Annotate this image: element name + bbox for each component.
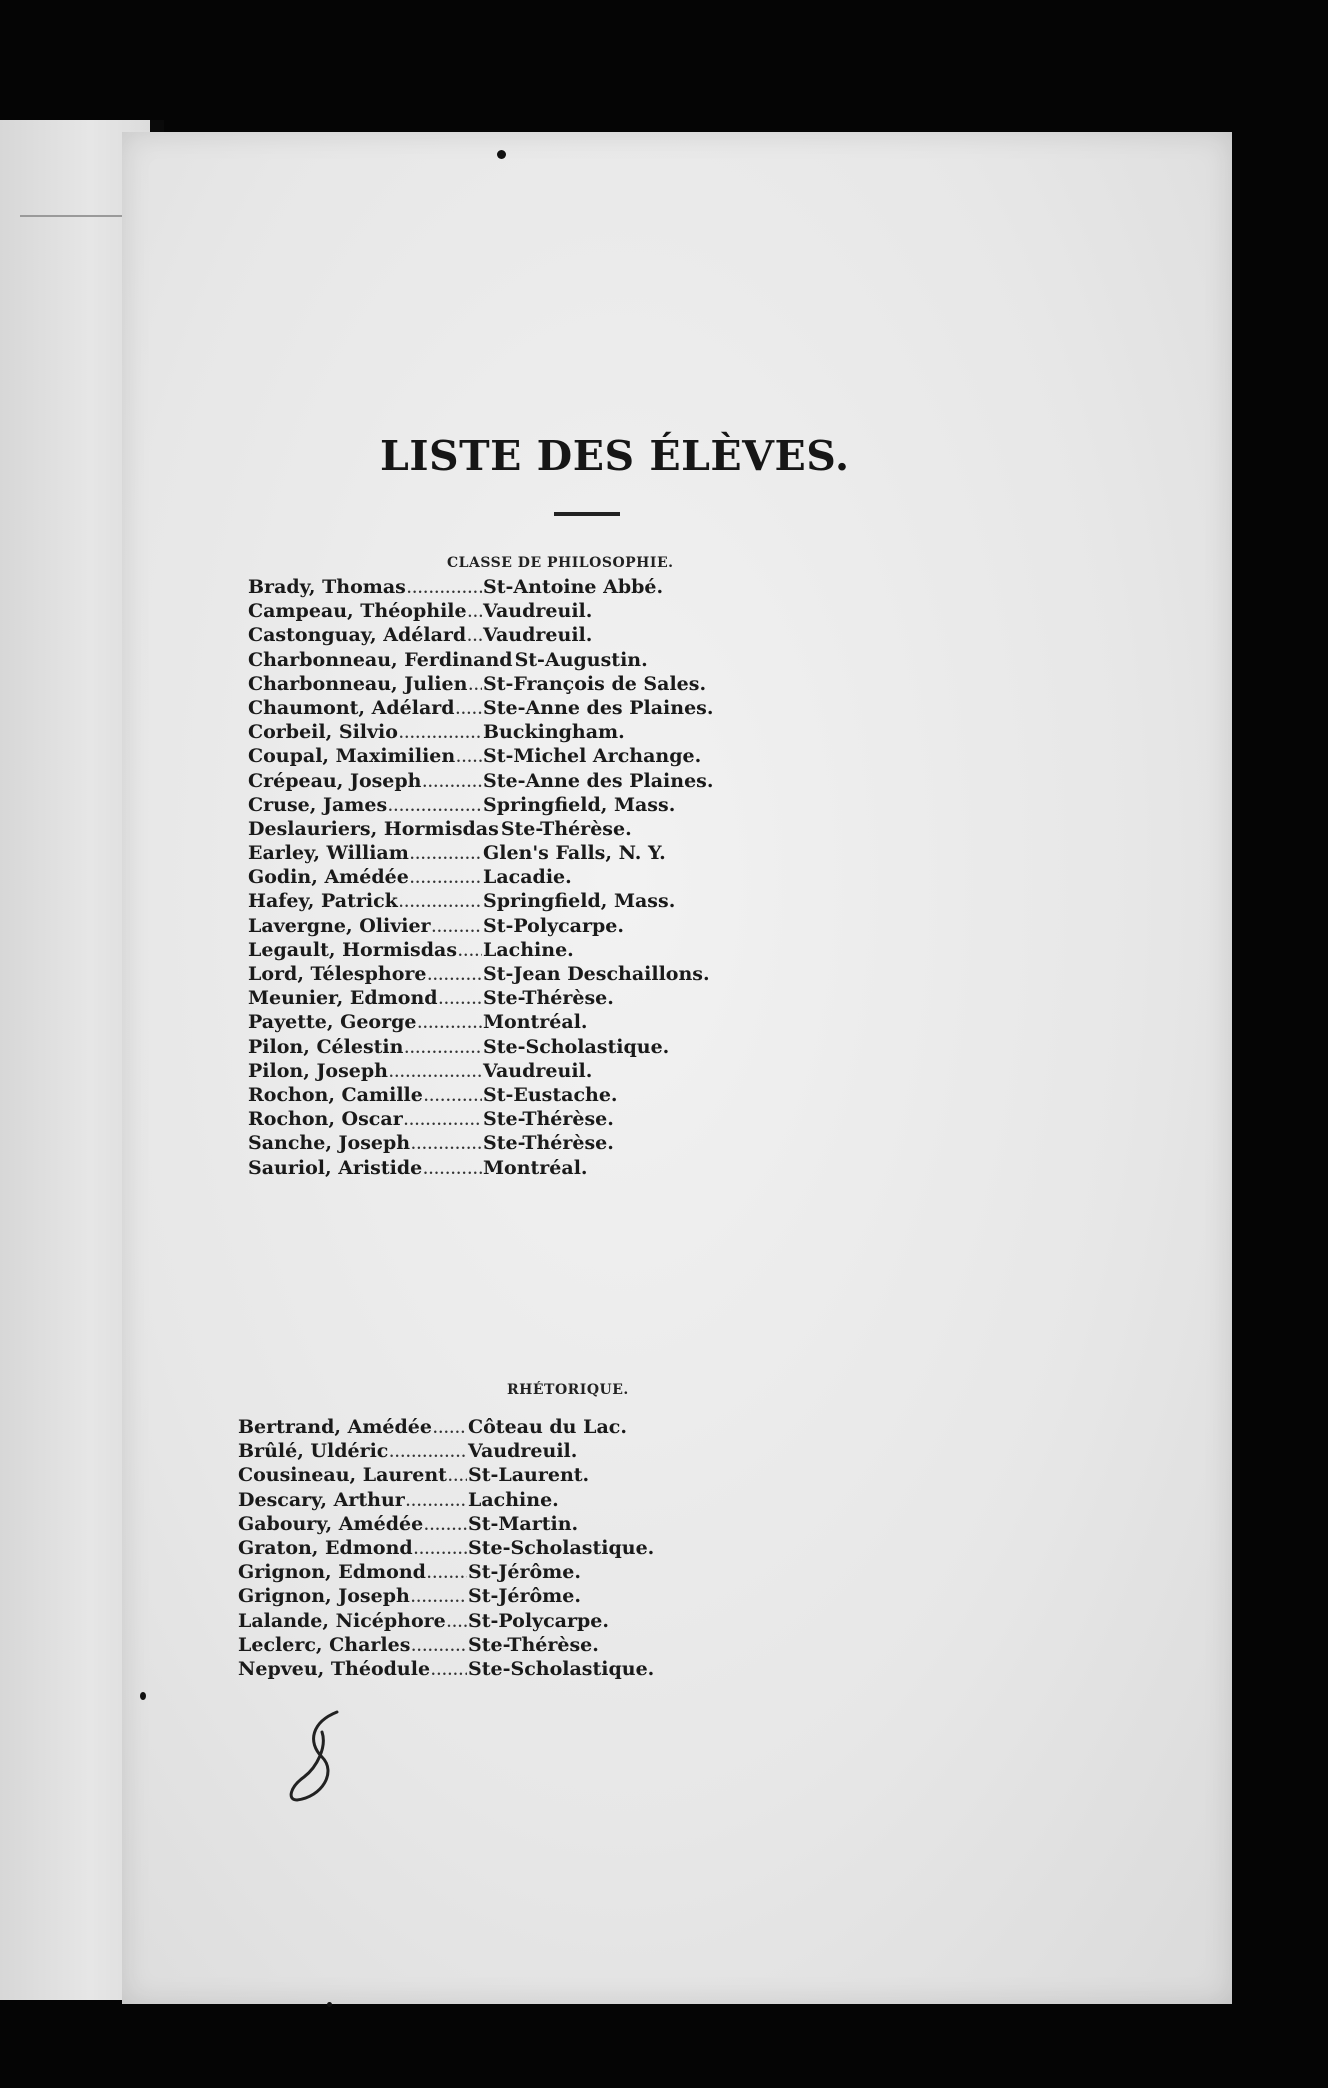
student-hometown: St-Augustin.	[514, 648, 648, 671]
document-page	[122, 132, 1232, 2004]
student-name: Lavergne, Olivier	[248, 914, 431, 937]
student-name: Brady, Thomas	[248, 576, 406, 598]
student-hometown: Ste-Thérèse.	[483, 1132, 614, 1155]
student-hometown: St-Laurent.	[468, 1464, 590, 1487]
student-name: Meunier, Edmond	[248, 987, 438, 1010]
dot-leader	[456, 751, 482, 766]
student-row	[248, 697, 733, 721]
dot-leader	[407, 582, 482, 597]
student-hometown: St-Polycarpe.	[483, 914, 624, 937]
student-hometown: St-Jean Deschaillons.	[483, 963, 710, 985]
student-hometown: Ste-Scholastique.	[468, 1657, 655, 1680]
student-row	[248, 624, 733, 648]
student-hometown: Lachine.	[483, 938, 574, 961]
student-name: Nepveu, Théodule	[238, 1657, 431, 1680]
student-hometown: Ste-Anne des Plaines.	[483, 769, 714, 792]
student-row	[238, 1537, 718, 1561]
student-row	[238, 1585, 718, 1609]
student-row	[238, 1634, 718, 1658]
dot-leader	[411, 1138, 482, 1153]
dot-leader	[456, 703, 482, 718]
student-name: Deslauriers, Hormisdas	[248, 817, 499, 840]
student-name: Rochon, Oscar	[248, 1108, 403, 1131]
dot-leader	[399, 896, 482, 911]
student-hometown: Springfield, Mass.	[483, 890, 676, 913]
dot-leader	[411, 1640, 467, 1655]
dot-leader	[423, 1163, 482, 1178]
student-hometown: St-François de Sales.	[483, 672, 707, 695]
student-name: Descary, Arthur	[238, 1488, 405, 1511]
student-hometown: Vaudreuil.	[483, 1059, 593, 1082]
student-hometown: Ste-Anne des Plaines.	[483, 696, 714, 719]
student-row	[248, 1084, 733, 1108]
student-row	[248, 818, 733, 842]
student-row	[248, 1132, 733, 1156]
student-name: Leclerc, Charles	[238, 1633, 411, 1656]
student-row	[248, 1108, 733, 1132]
dot-leader	[439, 993, 482, 1008]
student-hometown: Buckingham.	[483, 721, 625, 744]
student-name: Lalande, Nicéphore	[238, 1609, 446, 1632]
student-name: Payette, George	[248, 1011, 417, 1034]
student-name: Pilon, Joseph	[248, 1059, 388, 1082]
student-row	[248, 987, 733, 1011]
student-row	[238, 1416, 718, 1440]
student-name: Corbeil, Silvio	[248, 721, 398, 744]
student-name: Legault, Hormisdas	[248, 938, 458, 961]
student-name: Cruse, James	[248, 793, 388, 816]
dot-leader	[448, 1470, 467, 1485]
student-hometown: Ste-Thérèse.	[500, 817, 632, 840]
student-name: Bertrand, Amédée	[238, 1416, 432, 1438]
student-hometown: Vaudreuil.	[483, 600, 593, 623]
student-hometown: Côteau du Lac.	[468, 1416, 627, 1438]
dot-leader	[427, 969, 482, 984]
student-row	[248, 1011, 733, 1035]
student-row	[238, 1561, 718, 1585]
dot-leader	[423, 776, 483, 791]
student-hometown: Vaudreuil.	[483, 624, 593, 647]
student-name: Grignon, Joseph	[238, 1585, 410, 1608]
student-row	[248, 1060, 733, 1084]
student-name: Sauriol, Aristide	[248, 1156, 423, 1179]
student-name: Charbonneau, Julien	[248, 672, 468, 695]
student-row	[248, 673, 733, 697]
title-rule	[554, 512, 620, 516]
student-row	[248, 794, 733, 818]
student-name: Cousineau, Laurent	[238, 1464, 447, 1487]
paper-speck	[497, 150, 506, 159]
student-row	[248, 915, 733, 939]
paper-speck	[327, 2002, 332, 2007]
student-row	[248, 576, 733, 600]
student-row	[238, 1610, 718, 1634]
dot-leader	[424, 1090, 482, 1105]
student-hometown: Vaudreuil.	[468, 1440, 578, 1463]
dot-leader	[410, 872, 482, 887]
student-name: Charbonneau, Ferdinand	[248, 648, 513, 671]
student-row	[238, 1489, 718, 1513]
student-hometown: St-Polycarpe.	[468, 1609, 609, 1632]
dot-leader	[417, 1017, 482, 1032]
student-row	[248, 1157, 733, 1181]
dot-leader	[388, 800, 482, 815]
dot-leader	[411, 1591, 467, 1606]
student-hometown: St-Eustache.	[483, 1083, 618, 1106]
dot-leader	[431, 1664, 467, 1679]
dot-leader	[468, 679, 482, 694]
student-hometown: Ste-Thérèse.	[483, 987, 614, 1010]
student-row	[238, 1464, 718, 1488]
dot-leader	[389, 1446, 467, 1461]
student-hometown: Montréal.	[483, 1011, 588, 1034]
student-name: Crépeau, Joseph	[248, 769, 422, 792]
student-hometown: St-Antoine Abbé.	[483, 576, 664, 598]
dot-leader	[427, 1567, 467, 1582]
dot-leader	[467, 630, 482, 645]
student-hometown: Ste-Thérèse.	[468, 1633, 599, 1656]
student-row	[248, 890, 733, 914]
student-hometown: Springfield, Mass.	[483, 793, 676, 816]
student-name: Lord, Télesphore	[248, 963, 427, 985]
dot-leader	[406, 1495, 467, 1510]
handwritten-page-number	[282, 1702, 352, 1812]
student-hometown: Ste-Scholastique.	[483, 1035, 670, 1058]
student-name: Campeau, Théophile	[248, 600, 467, 623]
student-row	[248, 842, 733, 866]
student-list-rhetorique	[238, 1416, 718, 1682]
dot-leader	[433, 1422, 467, 1437]
dot-leader	[432, 921, 482, 936]
dot-leader	[404, 1042, 482, 1057]
student-name: Godin, Amédée	[248, 866, 409, 889]
dot-leader	[404, 1114, 482, 1129]
student-name: Chaumont, Adélard	[248, 696, 455, 719]
student-hometown: Lacadie.	[483, 866, 572, 889]
student-row	[238, 1440, 718, 1464]
student-hometown: Glen's Falls, N. Y.	[483, 842, 666, 865]
student-row	[238, 1513, 718, 1537]
student-hometown: St-Jérôme.	[468, 1561, 581, 1584]
student-name: Sanche, Joseph	[248, 1132, 411, 1155]
dot-leader	[414, 1543, 467, 1558]
dot-leader	[410, 848, 482, 863]
student-name: Rochon, Camille	[248, 1083, 423, 1106]
student-hometown: Ste-Thérèse.	[483, 1108, 614, 1131]
student-row	[248, 721, 733, 745]
student-name: Earley, William	[248, 842, 409, 865]
student-row	[238, 1658, 718, 1682]
student-row	[248, 600, 733, 624]
page-title: LISTE DES ÉLÈVES.	[380, 432, 850, 480]
student-name: Graton, Edmond	[238, 1536, 413, 1559]
dot-leader	[399, 727, 482, 742]
dot-leader	[389, 1066, 482, 1081]
student-row	[248, 770, 733, 794]
student-hometown: Montréal.	[483, 1156, 588, 1179]
student-row	[248, 963, 733, 987]
dot-leader	[424, 1519, 467, 1534]
student-name: Castonguay, Adélard	[248, 624, 467, 647]
student-name: Pilon, Célestin	[248, 1035, 404, 1058]
section-heading-philosophie: CLASSE DE PHILOSOPHIE.	[447, 555, 674, 571]
paper-speck	[140, 1692, 146, 1700]
student-hometown: St-Martin.	[468, 1512, 579, 1535]
student-row	[248, 649, 733, 673]
student-hometown: St-Jérôme.	[468, 1585, 581, 1608]
student-hometown: St-Michel Archange.	[483, 745, 702, 768]
student-hometown: Lachine.	[468, 1488, 559, 1511]
dot-leader	[447, 1616, 467, 1631]
student-hometown: Ste-Scholastique.	[468, 1536, 655, 1559]
student-row	[248, 745, 733, 769]
student-name: Gaboury, Amédée	[238, 1512, 424, 1535]
section-heading-rhetorique: RHÉTORIQUE.	[507, 1382, 629, 1398]
dot-leader	[468, 606, 482, 621]
student-name: Hafey, Patrick	[248, 890, 398, 913]
student-name: Coupal, Maximilien	[248, 745, 456, 768]
student-name: Grignon, Edmond	[238, 1561, 426, 1584]
student-name: Brûlé, Uldéric	[238, 1440, 389, 1463]
student-row	[248, 1036, 733, 1060]
student-list-philosophie	[248, 576, 733, 1181]
student-row	[248, 866, 733, 890]
student-row	[248, 939, 733, 963]
dot-leader	[458, 945, 482, 960]
